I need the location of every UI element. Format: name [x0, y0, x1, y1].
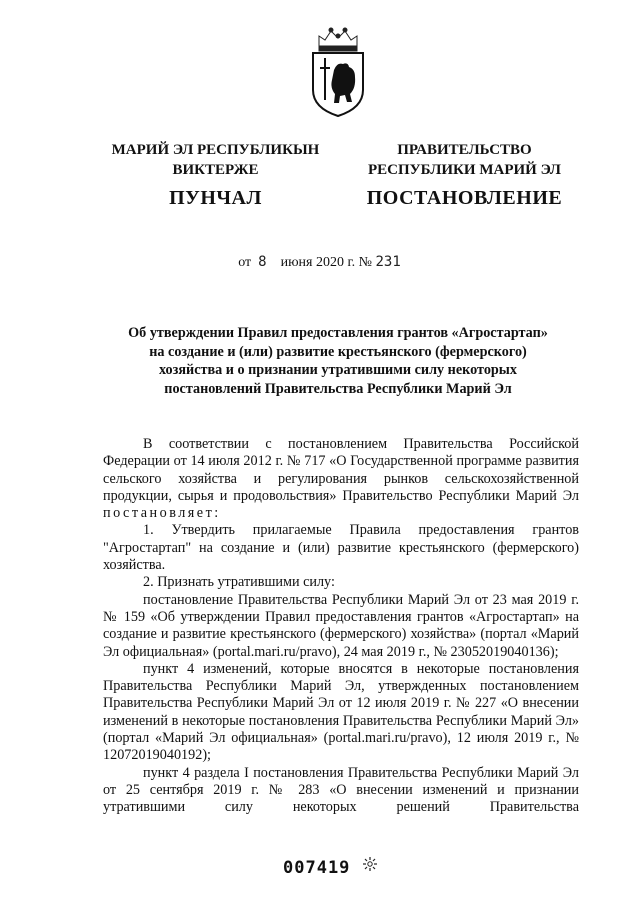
preamble-text: В соответствии с постановлением Правительства Российской Федерации от 14 июля 2012 г. № 717 «О Государственной программе развития сельского хозяйства и регулирования рынков сельскохозяйственной продукции, сырья и продовольствия» [103, 436, 579, 504]
header-right [362, 140, 567, 208]
serial-number: 007419 [283, 858, 351, 878]
header-left [98, 140, 333, 208]
date-prefix: от [238, 255, 252, 270]
body-paragraph: 1. Утвердить прилагаемые Правила предоставления грантов "Агростартап" на создание и (или) развитие крестьянского (фермерского) хозяйства. [103, 522, 579, 574]
header-left-line1: МАРИЙ ЭЛ РЕСПУБЛИКЫН [111, 142, 320, 158]
title-line: на создание и (или) развитие крестьянского (фермерского) [149, 343, 527, 360]
title-line: постановлений Правительства Республики Марий Эл [164, 380, 512, 397]
date-month-year: июня 2020 г. № [280, 255, 372, 270]
flower-icon [362, 856, 378, 872]
document-title [98, 324, 578, 398]
header-right-line1: ПРАВИТЕЛЬСТВО [397, 142, 532, 158]
title-line: Об утверждении Правил предоставления грантов «Агростартап» [128, 325, 548, 341]
header-left-line2: ВИКТЕРЖЕ [172, 162, 259, 178]
body-paragraph: пункт 4 раздела I постановления Правительства Республики Марий Эл от 25 сентября 2019 г. № 283 «О внесении изменений и признании утратившими силу некоторых решений Правительства [103, 764, 579, 816]
header-left-title: ПУНЧАЛ [169, 187, 262, 209]
header-right-title: ПОСТАНОВЛЕНИЕ [366, 187, 563, 209]
document-date-line [0, 254, 639, 271]
date-day: 8 [258, 254, 267, 270]
title-line: хозяйства и о признании утратившими силу некоторых [159, 362, 517, 378]
preamble-decree-word: постановляет: [103, 505, 221, 522]
body-paragraph: 2. Признать утратившими силу: [143, 574, 335, 591]
document-number: 231 [375, 254, 401, 270]
body-paragraph: постановление Правительства Республики Марий Эл от 23 мая 2019 г. № 159 «Об утверждении Правил предоставления грантов «Агростартап» на создание и развитие крестьянского (фермерского) хозяйства» (портал «Марий Эл официальная» (portal.mari.ru/pravo), 24 мая 2019 г., № 23052019040136); [103, 591, 579, 660]
body-paragraph-preamble [103, 436, 579, 522]
header-right-line2: РЕСПУБЛИКИ МАРИЙ ЭЛ [367, 162, 561, 178]
body-paragraph: пункт 4 изменений, которые вносятся в некоторые постановления Правительства Республики Марий Эл, утвержденных постановлением Правительства Республики Марий Эл от 12 июля 2019 г. № 227 «О внесении изменений в некоторые постановления Правительства Республики Марий Эл» (портал «Марий Эл официальная» (portal.mari.ru/pravo), 12 июля 2019 г., № 12072019040192); [103, 660, 579, 764]
coat-of-arms-icon [301, 22, 375, 118]
preamble-end: Правительство Республики Марий Эл [342, 487, 580, 504]
document-body [103, 436, 579, 817]
